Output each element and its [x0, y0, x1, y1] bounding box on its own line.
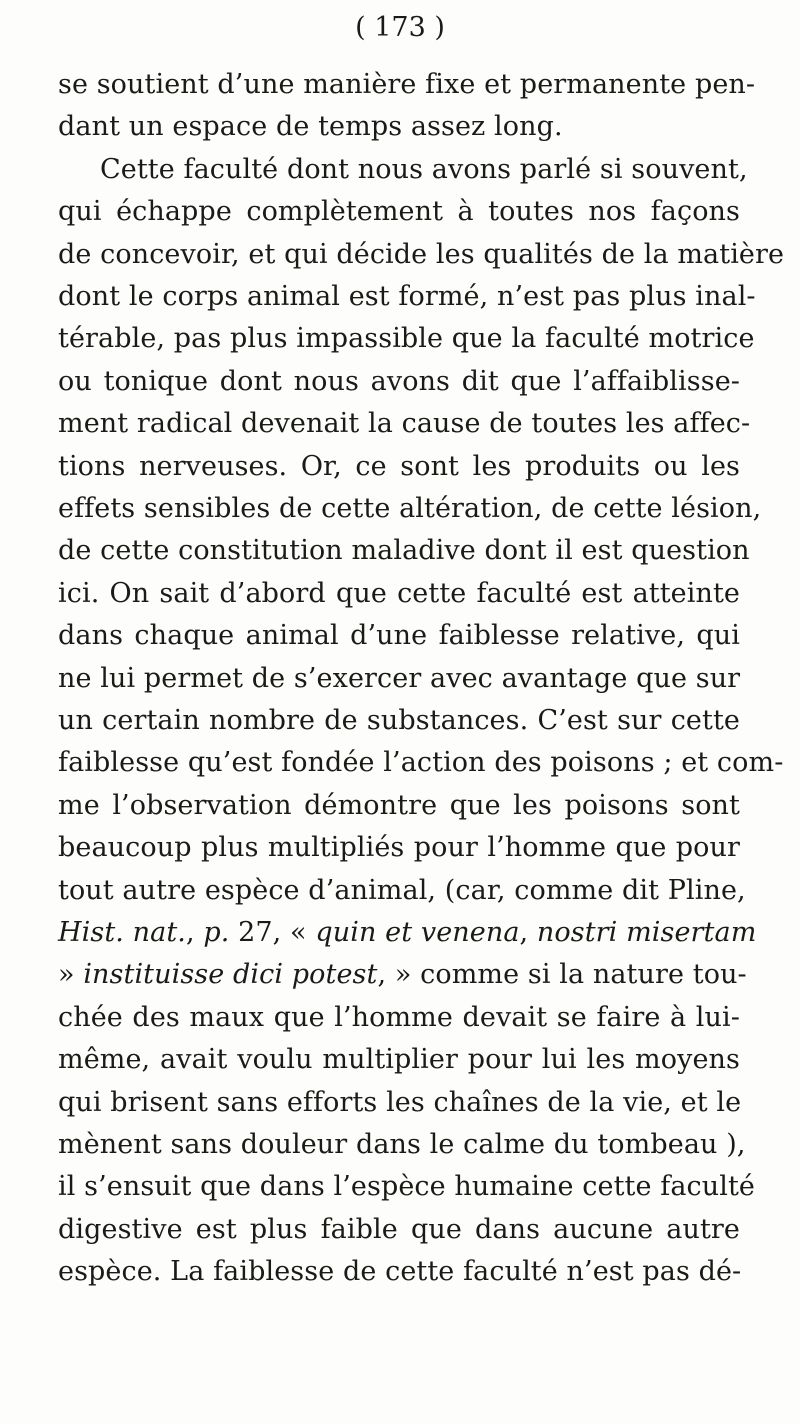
text-run: , — [185, 917, 204, 948]
text-run: térable, pas plus impassible que la faculté motrice — [58, 323, 755, 355]
text-line — [58, 232, 785, 278]
text-run: chée des maux que l’homme devait se faire à lui- — [58, 1001, 740, 1033]
text-run: qui brisent sans efforts les chaînes de la vie, et le — [58, 1086, 742, 1118]
text-line — [58, 528, 750, 574]
page-number: ( 173 ) — [355, 12, 445, 43]
text-line — [58, 571, 740, 617]
text-run: , » comme si la nature tou- — [377, 959, 747, 991]
text-line — [58, 359, 740, 405]
text-run: me l’observation démontre que les poisons sont — [58, 789, 740, 821]
text-run: ne lui permet de s’exercer avec avantage que sur — [58, 662, 741, 694]
text-run: 27, « — [229, 917, 316, 948]
text-run: tions nerveuses. Or, ce sont les produits ou les — [58, 450, 740, 482]
text-run: de cette constitution maladive dont il est question — [58, 535, 750, 567]
text-run: Cette faculté dont nous avons parlé si souvent, — [100, 153, 748, 185]
text-line — [58, 189, 740, 235]
text-run: ment radical devenait la cause de toutes les affec- — [58, 408, 751, 440]
text-line — [58, 1037, 740, 1083]
text-line — [58, 1122, 746, 1168]
text-run: ici. On sait d’abord que cette faculté est atteinte — [58, 577, 740, 609]
text-run: faiblesse qu’est fondée l’action des poisons ; et com- — [58, 747, 784, 779]
text-run: dans chaque animal d’une faiblesse relative, qui — [58, 620, 740, 652]
text-run: qui échappe complètement à toutes nos façons — [58, 196, 740, 228]
text-line — [58, 995, 740, 1041]
text-run: digestive est plus faible que dans aucune autre — [58, 1213, 740, 1245]
text-line — [58, 316, 755, 362]
text-line — [58, 783, 740, 829]
text-line — [58, 613, 740, 659]
text-run: se soutient d’une manière fixe et permanente pen- — [58, 69, 756, 100]
text-line — [58, 910, 757, 956]
text-run: de concevoir, et qui décide les qualités de la matière — [58, 238, 785, 270]
text-run: ou tonique dont nous avons dit que l’affaiblisse- — [58, 365, 740, 397]
text-line — [100, 147, 748, 193]
text-line — [58, 656, 740, 702]
text-line — [58, 952, 747, 998]
text-line — [58, 1164, 756, 1210]
italic-text: quin et venena — [315, 917, 520, 948]
italic-text: instituisse dici potest — [83, 959, 378, 991]
text-line — [58, 401, 751, 447]
text-line — [58, 1207, 740, 1253]
text-run: beaucoup plus multipliés pour l’homme que pour — [58, 832, 740, 864]
italic-text: p. — [203, 917, 230, 948]
text-run: mènent sans douleur dans le calme du tombeau ), — [58, 1129, 746, 1160]
text-line — [58, 1080, 740, 1126]
text-run: il s’ensuit que dans l’espèce humaine cette faculté — [58, 1171, 756, 1203]
italic-text: Hist. nat. — [58, 917, 186, 948]
text-line — [58, 444, 740, 490]
text-line — [58, 1249, 740, 1295]
text-run: un certain nombre de substances. C’est sur cette — [58, 705, 740, 736]
italic-text: nostri misertam — [536, 917, 757, 948]
text-line — [58, 274, 756, 320]
text-run: » — [58, 959, 84, 991]
text-line — [58, 698, 740, 744]
text-run: effets sensibles de cette altération, de cette lésion, — [58, 493, 762, 524]
text-run: , — [519, 917, 537, 948]
text-run: tout autre espèce d’animal, (car, comme dit Pline, — [58, 874, 746, 906]
text-run: espèce. La faiblesse de cette faculté n’est pas dé- — [58, 1256, 742, 1288]
text-line — [58, 868, 746, 914]
text-run: même, avait voulu multiplier pour lui les moyens — [58, 1044, 740, 1076]
text-run: dant un espace de temps assez long. — [58, 111, 563, 143]
text-run: dont le corps animal est formé, n’est pas plus inal- — [58, 281, 756, 312]
text-line — [58, 486, 762, 532]
text-line — [58, 62, 756, 108]
text-line — [58, 104, 740, 150]
text-line — [58, 740, 784, 786]
text-line — [58, 825, 740, 871]
